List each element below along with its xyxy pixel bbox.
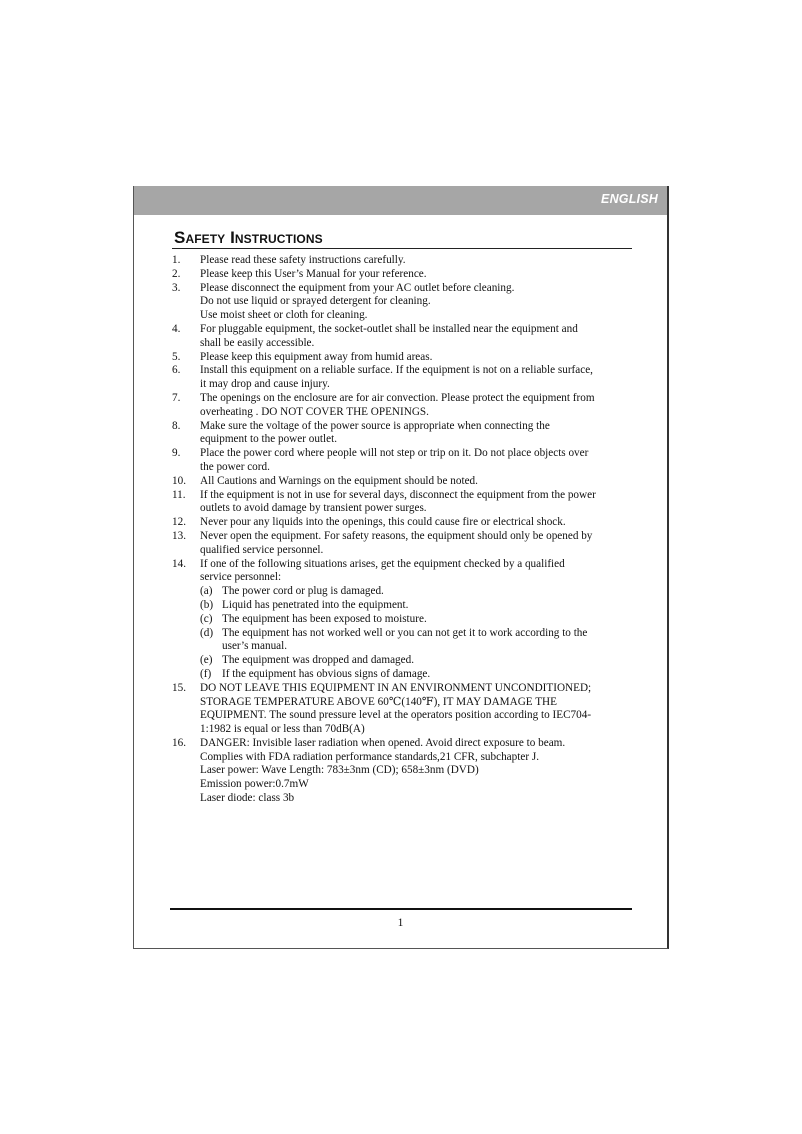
list-item — [172, 489, 634, 517]
item-text-line: shall be easily accessible. — [200, 336, 315, 349]
item-text-line: If the equipment is not in use for several days, disconnect the equipment from the power — [200, 488, 596, 501]
list-item — [172, 682, 634, 737]
sub-item-label: (d) — [200, 626, 214, 639]
item-text-line: the power cord. — [200, 460, 270, 473]
item-text-line: If one of the following situations arises, get the equipment checked by a qualified — [200, 557, 565, 570]
item-text-line: STORAGE TEMPERATURE ABOVE 60℃(140℉), IT MAY DAMAGE THE — [200, 695, 557, 708]
sub-item-label: (c) — [200, 612, 213, 625]
item-number: 11. — [172, 488, 186, 501]
item-text-line: outlets to avoid damage by transient power surges. — [200, 502, 427, 515]
item-text-line: equipment to the power outlet. — [200, 433, 338, 446]
item-text-line: Please keep this User’s Manual for your reference. — [200, 267, 427, 280]
item-number: 8. — [172, 419, 181, 432]
item-number: 7. — [172, 391, 181, 404]
item-text-line: The openings on the enclosure are for air convection. Please protect the equipment from — [200, 391, 595, 404]
item-number: 12. — [172, 516, 186, 529]
item-text-line: DANGER: Invisible laser radiation when opened. Avoid direct exposure to beam. — [200, 736, 566, 749]
item-number: 3. — [172, 281, 181, 294]
title-divider — [172, 248, 632, 249]
item-text-line: All Cautions and Warnings on the equipment should be noted. — [200, 474, 478, 487]
item-text-line: Please keep this equipment away from humid areas. — [200, 350, 433, 363]
header-bar — [134, 186, 667, 215]
item-text-line: Please disconnect the equipment from your AC outlet before cleaning. — [200, 281, 515, 294]
list-item — [172, 254, 634, 268]
sub-item — [200, 613, 634, 627]
list-item — [172, 392, 634, 420]
safety-instructions-list — [172, 254, 634, 806]
list-item — [172, 268, 634, 282]
sub-item — [200, 654, 634, 668]
item-text-line: For pluggable equipment, the socket-outlet shall be installed near the equipment and — [200, 322, 578, 335]
list-item — [172, 323, 634, 351]
item-text-line: Laser diode: class 3b — [200, 792, 295, 805]
sub-item — [200, 627, 634, 655]
sub-item-text-line: The equipment has been exposed to moisture. — [222, 612, 427, 625]
item-text-line: overheating . DO NOT COVER THE OPENINGS. — [200, 405, 429, 418]
item-text-line: qualified service personnel. — [200, 543, 324, 556]
item-number: 5. — [172, 350, 181, 363]
item-text-line: Please read these safety instructions carefully. — [200, 254, 406, 266]
item-number: 6. — [172, 364, 181, 377]
item-text-line: Install this equipment on a reliable surface. If the equipment is not on a reliable surface, — [200, 364, 593, 377]
sub-item-label: (f) — [200, 667, 212, 680]
item-number: 4. — [172, 322, 181, 335]
item-text-line: 1:1982 is equal or less than 70dB(A) — [200, 723, 365, 736]
item-text-line: DO NOT LEAVE THIS EQUIPMENT IN AN ENVIRONMENT UNCONDITIONED; — [200, 681, 592, 694]
item-number: 2. — [172, 267, 181, 280]
sub-item-label: (a) — [200, 585, 213, 598]
item-text-line: Make sure the voltage of the power source is appropriate when connecting the — [200, 419, 550, 432]
item-text-line: EQUIPMENT. The sound pressure level at the operators position according to IEC704- — [200, 709, 592, 722]
item-text-line: Laser power: Wave Length: 783±3nm (CD); 658±3nm (DVD) — [200, 764, 479, 777]
language-label: ENGLISH — [601, 192, 658, 206]
sub-item-text-line: The power cord or plug is damaged. — [222, 585, 384, 598]
sub-item-text-line: Liquid has penetrated into the equipment. — [222, 598, 409, 611]
item-number: 15. — [172, 681, 186, 694]
item-number: 1. — [172, 254, 181, 266]
item-text-line: Never pour any liquids into the openings, this could cause fire or electrical shock. — [200, 516, 566, 529]
page-frame — [133, 186, 669, 949]
page-title: Safety Instructions — [174, 228, 323, 247]
item-text-line: Never open the equipment. For safety reasons, the equipment should only be opened by — [200, 529, 593, 542]
sub-item — [200, 585, 634, 599]
item-text-line: Emission power:0.7mW — [200, 778, 309, 791]
item-text-line: it may drop and cause injury. — [200, 378, 330, 391]
list-item — [172, 420, 634, 448]
list-item — [172, 516, 634, 530]
sub-item-label: (e) — [200, 654, 213, 667]
sub-item-text-line: user’s manual. — [222, 640, 288, 653]
list-item — [172, 475, 634, 489]
item-text-line: Use moist sheet or cloth for cleaning. — [200, 309, 368, 322]
sub-item-text-line: The equipment was dropped and damaged. — [222, 654, 414, 667]
item-text-line: Do not use liquid or sprayed detergent for cleaning. — [200, 295, 431, 308]
sub-item — [200, 668, 634, 682]
sub-item-label: (b) — [200, 598, 214, 611]
item-text-line: service personnel: — [200, 571, 282, 584]
sub-item-text-line: If the equipment has obvious signs of damage. — [222, 667, 431, 680]
item-text-line: Place the power cord where people will not step or trip on it. Do not place objects over — [200, 447, 589, 460]
page-number: 1 — [397, 917, 404, 929]
list-item — [172, 282, 634, 323]
list-item — [172, 558, 634, 682]
item-number: 14. — [172, 557, 186, 570]
item-number: 9. — [172, 447, 181, 460]
sub-item — [200, 599, 634, 613]
item-text-line: Complies with FDA radiation performance standards,21 CFR, subchapter J. — [200, 750, 539, 763]
item-number: 13. — [172, 529, 186, 542]
list-item — [172, 737, 634, 806]
list-item — [172, 447, 634, 475]
footer-divider — [170, 908, 632, 910]
list-item — [172, 530, 634, 558]
list-item — [172, 364, 634, 392]
sub-item-text-line: The equipment has not worked well or you can not get it to work according to the — [222, 626, 588, 639]
item-number: 10. — [172, 474, 186, 487]
list-item — [172, 351, 634, 365]
item-number: 16. — [172, 736, 186, 749]
